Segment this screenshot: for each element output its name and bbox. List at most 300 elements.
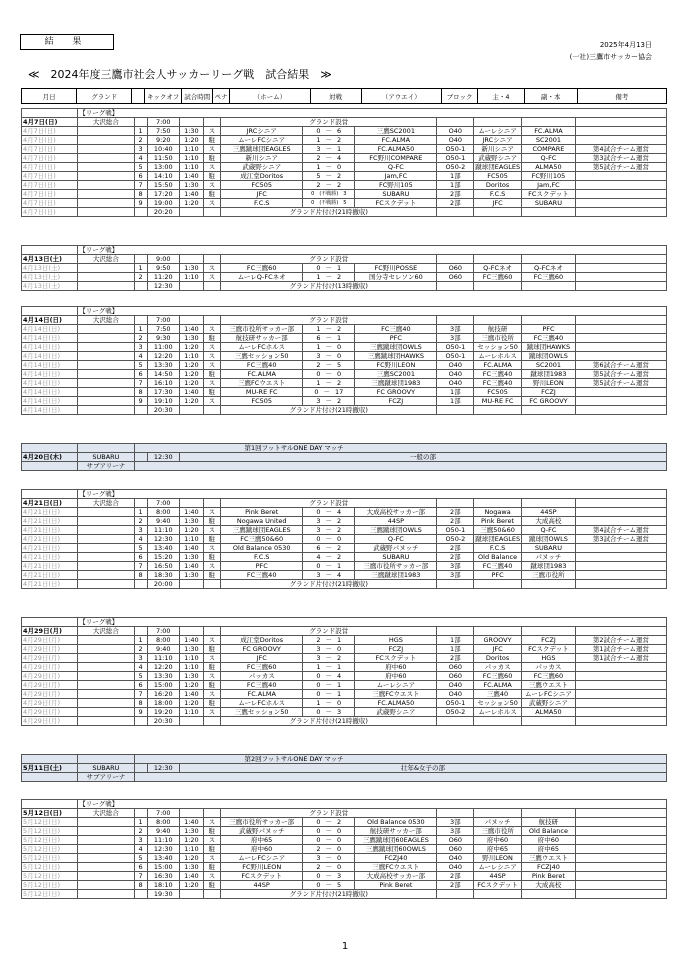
home-score: 3 — [316, 352, 321, 360]
referee-sub: FCZJ — [521, 388, 575, 397]
blank-cell — [78, 681, 134, 690]
blank-cell — [78, 645, 134, 654]
block-label: O50-1 — [437, 145, 474, 154]
referee-sub: FC三鷹60 — [521, 672, 575, 681]
away-score: 0 — [337, 863, 342, 871]
block-label: 3部 — [437, 325, 474, 334]
match-duration: 1:20 — [179, 854, 203, 863]
ground-name: SUBARU — [78, 764, 134, 773]
away-team: Q-FC — [355, 535, 437, 544]
away-team: PFC — [355, 334, 437, 343]
score-separator: － — [325, 881, 333, 889]
kickoff-time: 9:40 — [147, 827, 179, 836]
away-score: 2 — [337, 818, 342, 826]
score — [303, 553, 355, 562]
home-team: 44SP — [221, 881, 303, 890]
blank-cell — [78, 535, 134, 544]
pena-code: ス — [203, 508, 220, 517]
away-score: 2 — [337, 172, 342, 180]
match-duration: 1:20 — [179, 361, 203, 370]
home-score: 2 — [316, 845, 321, 853]
score-separator: － — [325, 163, 333, 171]
referee-sub: 44SP — [521, 508, 575, 517]
blank-cell — [78, 517, 134, 526]
ground-note: グランド設営 — [221, 118, 437, 127]
referee-main: 航技研 — [474, 325, 522, 334]
match-number — [134, 118, 147, 127]
match-date: 4月29日(月) — [22, 699, 78, 708]
referee-main: 府中60 — [474, 836, 522, 845]
blank-cell — [78, 571, 134, 580]
away-team: 三鷹SC2001 — [355, 127, 437, 136]
remark — [575, 863, 666, 872]
table-row — [22, 636, 667, 645]
referee-sub: HGS — [521, 654, 575, 663]
home-score: 0 — [314, 388, 319, 396]
match-date: 4月7日(日) — [22, 181, 78, 190]
referee-main: 武蔵野シニア — [474, 154, 522, 163]
score — [303, 708, 355, 717]
referee-main: Q-FCネオ — [474, 264, 522, 273]
home-score: 2 — [316, 181, 321, 189]
blank-cell — [78, 145, 134, 154]
away-team: 三鷹市役所サッカー部 — [355, 562, 437, 571]
table-row — [22, 672, 667, 681]
home-team: Pink Beret — [221, 508, 303, 517]
score — [303, 690, 355, 699]
referee-main: FCスクデット — [474, 881, 522, 890]
home-team: FC三鷹40 — [221, 681, 303, 690]
blank-cell — [78, 444, 134, 453]
block-label: O40 — [437, 136, 474, 145]
score — [303, 881, 355, 890]
score — [303, 681, 355, 690]
column-header-cell: 対戦 — [310, 89, 361, 104]
pena-code: 駐 — [203, 136, 220, 145]
kickoff-time: 19:20 — [147, 708, 179, 717]
block-label — [437, 499, 474, 508]
table-row — [22, 163, 667, 172]
home-team: Nogawa United — [221, 517, 303, 526]
table-row — [22, 863, 667, 872]
score — [303, 190, 355, 199]
match-number: 8 — [134, 388, 147, 397]
match-number: 7 — [134, 379, 147, 388]
match-date: 5月12日(日) — [22, 836, 78, 845]
association-name: (一社)三鷹市サッカー協会 — [569, 53, 652, 61]
away-score: 5 — [337, 881, 342, 889]
match-number: 2 — [134, 273, 147, 282]
remark — [575, 264, 666, 273]
score-separator: － — [325, 872, 333, 880]
pena-code: 駐 — [203, 535, 220, 544]
home-team: 三鷹FCウエスト — [221, 379, 303, 388]
table-row — [22, 406, 667, 415]
block-label: O40 — [437, 361, 474, 370]
away-team: 三鷹蹴球団60EAGLES — [355, 836, 437, 845]
away-score: 3 — [337, 708, 342, 716]
match-duration: 1:20 — [179, 343, 203, 352]
score-separator: － — [325, 654, 333, 662]
score — [303, 571, 355, 580]
blank-cell — [78, 827, 134, 836]
referee-main: FC三鷹40 — [474, 379, 522, 388]
away-team: FC野川COMPARE — [355, 154, 437, 163]
score-separator: － — [325, 827, 333, 835]
home-team: FC.ALMA — [221, 690, 303, 699]
table-row — [22, 370, 667, 379]
home-team: ムーレFCシニア — [221, 854, 303, 863]
home-team: MU-RE FC — [221, 388, 303, 397]
match-date: 4月20日(木) — [22, 453, 78, 462]
pena-code: ス — [203, 690, 220, 699]
column-header-cell: （アウエイ） — [361, 89, 442, 104]
away-score: 1 — [337, 690, 342, 698]
away-team: SUBARU — [355, 553, 437, 562]
home-team: FC505 — [221, 181, 303, 190]
block-label — [437, 627, 474, 636]
score-separator: － — [325, 334, 333, 342]
remark — [575, 845, 666, 854]
away-score: 0 — [337, 163, 342, 171]
blank-cell — [78, 163, 134, 172]
column-header-cell: 月日 — [22, 89, 77, 104]
blank-cell — [78, 136, 134, 145]
referee-main: セッション50 — [474, 699, 522, 708]
remark — [575, 190, 666, 199]
section-label: 【リーグ戦】 — [78, 246, 667, 255]
match-number: 7 — [134, 562, 147, 571]
remark: 第3試合チーム運営 — [575, 154, 666, 163]
score — [303, 325, 355, 334]
home-team: Old Balance 0530 — [221, 544, 303, 553]
match-duration: 1:10 — [179, 535, 203, 544]
home-score: 0 — [316, 881, 321, 889]
table-row — [22, 508, 667, 517]
match-duration: 1:40 — [179, 325, 203, 334]
match-date: 4月21日(日) — [22, 571, 78, 580]
match-number: 1 — [134, 127, 147, 136]
table-row — [22, 316, 667, 325]
match-duration: 1:10 — [179, 352, 203, 361]
score-separator: － — [325, 273, 333, 281]
referee-main: 新川シニア — [474, 145, 522, 154]
match-date: 4月7日(日) — [22, 136, 78, 145]
match-duration: 1:10 — [179, 663, 203, 672]
table-row — [22, 499, 667, 508]
pena-code — [203, 627, 220, 636]
match-duration: 1:30 — [179, 334, 203, 343]
column-header-cell — [132, 89, 145, 104]
pena-code: 駐 — [203, 645, 220, 654]
remark — [575, 836, 666, 845]
block-label — [437, 406, 474, 415]
referee-sub: FC.ALMA — [521, 127, 575, 136]
score-separator: － — [325, 145, 333, 153]
home-team: 三鷹蹴球団EAGLES — [221, 526, 303, 535]
match-number — [134, 580, 147, 589]
match-date: 4月7日(日) — [22, 199, 78, 208]
referee-sub: パヌッチ — [521, 553, 575, 562]
kickoff-time: 11:20 — [147, 273, 179, 282]
away-score: 0 — [337, 352, 342, 360]
home-team: FC三鷹50&60 — [221, 535, 303, 544]
away-score: 5 — [343, 200, 347, 206]
remark: 第3試合チーム運営 — [575, 535, 666, 544]
referee-main: ムーレシニア — [474, 863, 522, 872]
away-team: FC野川POSSE — [355, 264, 437, 273]
match-date: 5月12日(日) — [22, 863, 78, 872]
blank-cell — [134, 773, 666, 782]
kickoff-time: 18:30 — [147, 571, 179, 580]
remark — [575, 818, 666, 827]
score-separator: － — [325, 361, 333, 369]
home-score: 0 — [316, 818, 321, 826]
away-team: 府中60 — [355, 663, 437, 672]
referee-main — [474, 890, 522, 899]
referee-sub: FCZJ40 — [521, 863, 575, 872]
remark — [575, 627, 666, 636]
match-date: 4月14日(日) — [22, 406, 78, 415]
referee-sub — [521, 890, 575, 899]
remark — [575, 282, 666, 291]
match-duration: 1:20 — [179, 836, 203, 845]
away-team: 航技研サッカー部 — [355, 827, 437, 836]
away-score: 2 — [337, 397, 342, 405]
block-label: O50-1 — [437, 699, 474, 708]
table-row — [22, 334, 667, 343]
remark: 第6試合チーム運営 — [575, 361, 666, 370]
kickoff-time: 14:50 — [147, 370, 179, 379]
table-row — [22, 388, 667, 397]
remark — [575, 827, 666, 836]
referee-main: FC三鷹60 — [474, 672, 522, 681]
away-team: 三鷹蹴球団HAWKS — [355, 352, 437, 361]
blank-cell — [78, 553, 134, 562]
referee-sub: SUBARU — [521, 199, 575, 208]
home-score: 3 — [316, 397, 321, 405]
score — [303, 136, 355, 145]
referee-main: JFC — [474, 645, 522, 654]
away-team: 三鷹蹴球団OWLS — [355, 526, 437, 535]
table-row — [22, 818, 667, 827]
match-number: 5 — [134, 361, 147, 370]
match-duration: 1:40 — [179, 172, 203, 181]
block-label: O60 — [437, 672, 474, 681]
referee-sub: 蹴球団OWLS — [521, 535, 575, 544]
match-number — [134, 627, 147, 636]
kickoff-time: 11:00 — [147, 343, 179, 352]
referee-sub: FCスクデット — [521, 190, 575, 199]
match-date: 4月21日(日) — [22, 526, 78, 535]
remark — [575, 553, 666, 562]
match-duration: 1:20 — [179, 379, 203, 388]
blank-cell — [78, 580, 134, 589]
kickoff-time: 11:10 — [147, 526, 179, 535]
blank-cell — [78, 836, 134, 845]
blank-cell — [78, 717, 134, 726]
table-row — [22, 872, 667, 881]
referee-main: FC三鷹60 — [474, 273, 522, 282]
score — [303, 163, 355, 172]
score-separator: － — [325, 863, 333, 871]
referee-sub — [521, 282, 575, 291]
away-team: FCZJ — [355, 645, 437, 654]
score — [303, 562, 355, 571]
score-separator: － — [325, 172, 333, 180]
score — [303, 397, 355, 406]
away-team: FCスクデット — [355, 654, 437, 663]
table-row — [22, 845, 667, 854]
match-duration: 1:10 — [179, 273, 203, 282]
kickoff-time: 9:20 — [147, 136, 179, 145]
match-number: 6 — [134, 863, 147, 872]
column-header-cell: グランド — [77, 89, 132, 104]
referee-main: JRCシニア — [474, 136, 522, 145]
kickoff-time: 18:00 — [147, 699, 179, 708]
match-duration: 1:30 — [179, 264, 203, 273]
block-label — [437, 255, 474, 264]
blank-cell — [78, 388, 134, 397]
kickoff-time: 11:10 — [147, 654, 179, 663]
kickoff-time: 9:40 — [147, 517, 179, 526]
blank-cell — [22, 490, 78, 499]
table-row — [22, 544, 667, 553]
block-label: 2部 — [437, 654, 474, 663]
away-team: FCZJ40 — [355, 854, 437, 863]
referee-sub: 蹴球団1983 — [521, 562, 575, 571]
kickoff-time: 9:50 — [147, 264, 179, 273]
home-score: 1 — [316, 325, 321, 333]
table-row — [22, 397, 667, 406]
match-duration — [179, 208, 203, 217]
league-section — [21, 108, 667, 217]
match-duration — [179, 809, 203, 818]
score — [303, 145, 355, 154]
home-team: PFC — [221, 562, 303, 571]
table-row — [22, 273, 667, 282]
score — [303, 854, 355, 863]
referee-sub: FC野川105 — [521, 172, 575, 181]
score — [303, 172, 355, 181]
kickoff-time: 7:00 — [147, 118, 179, 127]
referee-sub: 大成高校 — [521, 881, 575, 890]
away-team: FC野川LEON — [355, 361, 437, 370]
score-separator: － — [325, 526, 333, 534]
match-date: 4月21日(日) — [22, 562, 78, 571]
match-number: 2 — [134, 136, 147, 145]
blank-cell — [78, 654, 134, 663]
referee-main — [474, 499, 522, 508]
score-separator: － — [325, 645, 333, 653]
match-number: 7 — [134, 690, 147, 699]
referee-sub: ALMA50 — [521, 163, 575, 172]
column-header-cell: 備考 — [577, 89, 666, 104]
score — [303, 636, 355, 645]
block-label: 1部 — [437, 388, 474, 397]
blank-cell — [78, 508, 134, 517]
pena-code: ス — [203, 325, 220, 334]
home-team: 武蔵野シニア — [221, 163, 303, 172]
referee-sub: FC GROOVY — [521, 397, 575, 406]
referee-sub: COMPARE — [521, 145, 575, 154]
match-date: 4月7日(日) — [22, 172, 78, 181]
table-row — [22, 717, 667, 726]
away-score: 2 — [337, 517, 342, 525]
pena-code: ス — [203, 708, 220, 717]
home-team: 成江堂Doritos — [221, 172, 303, 181]
referee-main: セッション50 — [474, 343, 522, 352]
ground-note: グランド片付け(21時撤収) — [221, 406, 437, 415]
pena-code: ス — [203, 654, 220, 663]
match-date: 5月12日(日) — [22, 872, 78, 881]
table-row — [22, 854, 667, 863]
kickoff-time: 16:10 — [147, 379, 179, 388]
score-separator: － — [325, 571, 333, 579]
ground-name: 大沢総合 — [78, 118, 134, 127]
score — [303, 264, 355, 273]
referee-sub: 府中65 — [521, 845, 575, 854]
match-number: 6 — [134, 370, 147, 379]
ground-note: グランド片付け(21時撤収) — [221, 208, 437, 217]
home-score: 1 — [316, 699, 321, 707]
kickoff-time: 10:40 — [147, 145, 179, 154]
score-separator: － — [325, 836, 333, 844]
column-header-cell: （ホーム） — [230, 89, 311, 104]
score — [303, 517, 355, 526]
match-number — [134, 809, 147, 818]
table-row — [22, 379, 667, 388]
pena-code: ス — [203, 264, 220, 273]
home-team: 航技研サッカー部 — [221, 334, 303, 343]
section-label: 第1回フットサルONE DAY マッチ — [134, 444, 666, 453]
kickoff-time: 11:50 — [147, 154, 179, 163]
home-team: JFC — [221, 190, 303, 199]
match-date: 5月12日(日) — [22, 854, 78, 863]
kickoff-time: 7:50 — [147, 127, 179, 136]
block-label: O50-2 — [437, 535, 474, 544]
ground-name: SUBARU — [78, 453, 134, 462]
referee-sub: 府中60 — [521, 836, 575, 845]
score — [303, 836, 355, 845]
score — [303, 181, 355, 190]
match-date: 4月29日(月) — [22, 672, 78, 681]
match-number: 8 — [134, 881, 147, 890]
away-team: FC.ALMA50 — [355, 699, 437, 708]
home-score: 1 — [316, 273, 321, 281]
match-number: 3 — [134, 343, 147, 352]
referee-sub: 武蔵野シニア — [521, 699, 575, 708]
remark — [575, 316, 666, 325]
home-score: 1 — [316, 343, 321, 351]
pena-code: ス — [203, 672, 220, 681]
remark — [575, 672, 666, 681]
futsal-section — [21, 754, 667, 782]
score — [303, 343, 355, 352]
kickoff-time: 18:10 — [147, 881, 179, 890]
match-date: 4月14日(日) — [22, 388, 78, 397]
match-number: 1 — [134, 325, 147, 334]
home-score: 1 — [316, 136, 321, 144]
home-team: 三鷹市役所サッカー部 — [221, 818, 303, 827]
score-separator: － — [325, 708, 333, 716]
match-duration: 1:40 — [179, 818, 203, 827]
match-duration: 1:10 — [179, 708, 203, 717]
block-label: O50-1 — [437, 343, 474, 352]
remark — [575, 499, 666, 508]
match-duration: 1:10 — [179, 654, 203, 663]
ground-name: 大沢総合 — [78, 316, 134, 325]
